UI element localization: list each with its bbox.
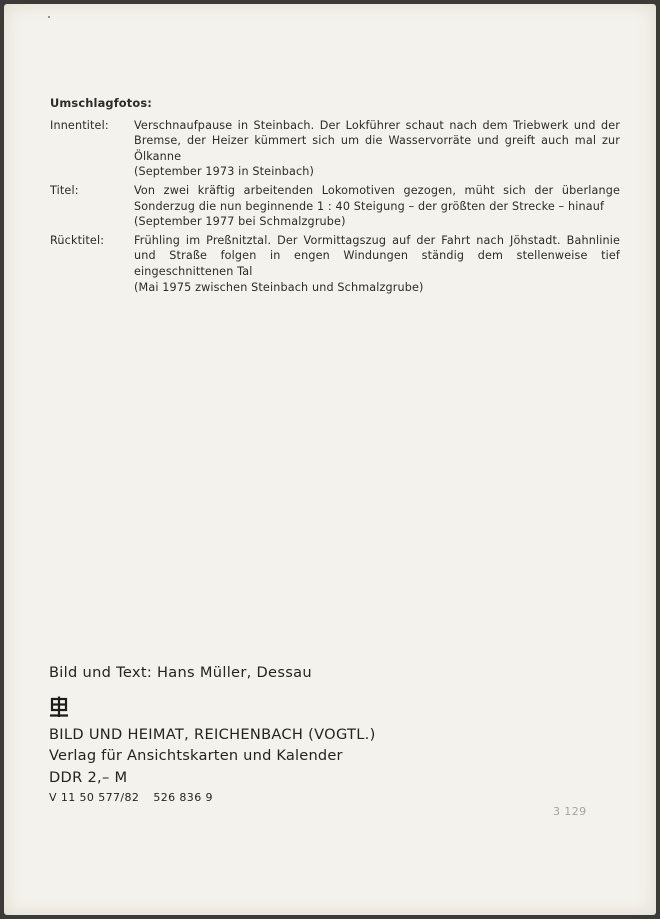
- bild-und-heimat-logo-icon: [49, 696, 69, 718]
- caption-body: [134, 183, 620, 230]
- caption-label: Titel:: [50, 183, 79, 197]
- caption-date: (Mai 1975 zwischen Steinbach und Schmalzgrube): [134, 280, 424, 294]
- publisher-name: BILD UND HEIMAT, REICHENBACH (VOGTL.): [49, 726, 376, 743]
- caption-text: Verschnaufpause in Steinbach. Der Lokführer schaut nach dem Triebwerk und der Bremse, der Heizer kümmert sich um die Wasservorräte und greift auch mal zur Ölkanne: [134, 118, 620, 163]
- caption-entry-innentitel: [50, 118, 620, 180]
- caption-entry-titel: [50, 183, 620, 230]
- publisher-description: Verlag für Ansichtskarten und Kalender: [49, 747, 343, 764]
- caption-label: Rücktitel:: [50, 233, 105, 247]
- back-cover-page: [4, 4, 656, 915]
- license-code: V 11 50 577/82: [49, 791, 140, 804]
- publisher-imprint: [49, 662, 376, 807]
- cover-photo-captions: [50, 96, 620, 298]
- corner-print-number: 3 129: [553, 805, 587, 818]
- caption-body: [134, 118, 620, 180]
- caption-date: (September 1977 bei Schmalzgrube): [134, 215, 346, 229]
- caption-text: Frühling im Preßnitztal. Der Vormittagszug auf der Fahrt nach Jöhstadt. Bahnlinie und Straße folgen in engen Windungen ständig dem stellenweise tief eingeschnittenen Tal: [134, 233, 620, 278]
- caption-text: Von zwei kräftig arbeitenden Lokomotiven gezogen, müht sich der überlange Sonderzug die nun beginnende 1 : 40 Steigung – der größten der Strecke – hinauf: [134, 183, 620, 213]
- captions-heading: Umschlagfotos:: [50, 96, 152, 110]
- caption-body: [134, 233, 620, 295]
- caption-label: Innentitel:: [50, 118, 109, 132]
- article-number: 526 836 9: [153, 791, 213, 804]
- print-codes: [49, 789, 376, 807]
- price-label: DDR 2,– M: [49, 769, 128, 786]
- photo-text-credit: Bild und Text: Hans Müller, Dessau: [49, 664, 312, 681]
- caption-date: (September 1973 in Steinbach): [134, 165, 315, 179]
- paper-speck: [48, 16, 50, 18]
- caption-entry-ruecktitel: [50, 233, 620, 295]
